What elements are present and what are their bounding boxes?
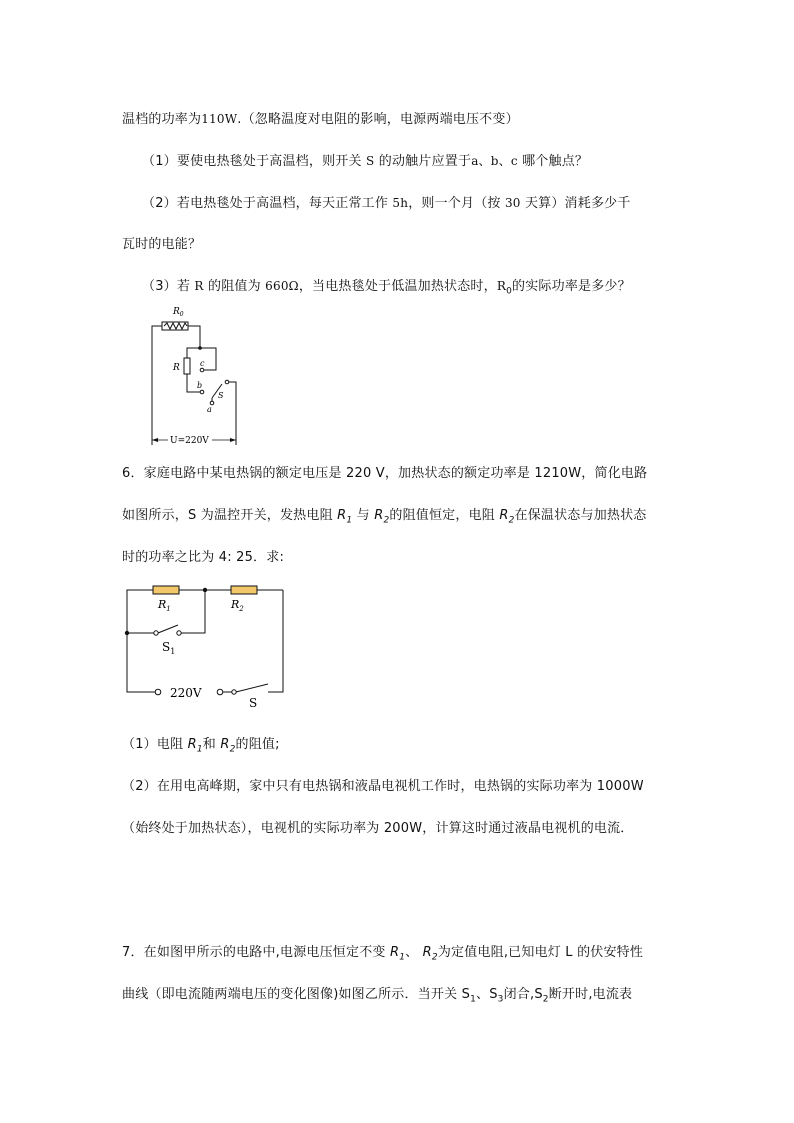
label-r1: $R_1$ xyxy=(158,598,171,613)
q6-line2: 如图所示，S 为温控开关，发热电阻 $R_1$ 与 $R_2$的阻值恒定，电阻 $R_2$在保温状态与加热状态 xyxy=(122,508,647,526)
label-voltage-u: U=220V xyxy=(170,436,209,446)
switch-s1-contact-left xyxy=(154,631,158,635)
resistor-r2 xyxy=(231,586,257,594)
label-r: R xyxy=(173,363,180,373)
q6-part1: （1）电阻 $R_1$和 $R_2$的阻值; xyxy=(122,737,280,755)
q6-part2-line2: （始终处于加热状态），电视机的实际功率为 200W，计算这时通过液晶电视机的电流． xyxy=(122,821,634,836)
q6-circuit-diagram xyxy=(118,580,293,710)
q7-line1: 7．在如图甲所示的电路中,电源电压恒定不变 $R_1$、 $R_2$为定值电阻,已知电灯 L 的伏安特性 xyxy=(122,945,644,963)
q5-part1: （1）要使电热毯处于高温档，则开关 S 的动触片应置于a、b、c 哪个触点？ xyxy=(142,154,589,169)
terminal-left xyxy=(155,689,161,695)
q6-line1: 6．家庭电路中某电热锅的额定电压是 220 V，加热状态的额定功率是 1210W，简化电路 xyxy=(122,466,648,481)
contact-c xyxy=(200,368,204,372)
label-c: c xyxy=(200,359,205,368)
label-r0: $R_0$ xyxy=(173,307,184,318)
q5-part3: （3）若 R 的阻值为 660Ω，当电热毯处于低温加热状态时，$R_0$的实际功率是多少？ xyxy=(142,279,631,297)
q6-line3: 时的功率之比为 4: 25．求: xyxy=(122,550,285,565)
switch-s1-contact-right xyxy=(177,631,181,635)
label-r2: $R_2$ xyxy=(231,598,244,613)
q5-part2-line2: 瓦时的电能？ xyxy=(122,237,202,252)
contact-b xyxy=(200,390,204,394)
label-s: S xyxy=(218,391,224,400)
switch-s-pivot xyxy=(225,380,229,384)
label-b: b xyxy=(197,381,203,390)
switch-s-contact xyxy=(232,690,236,694)
q5-part2-line1: （2）若电热毯处于高温档，每天正常工作 5h，则一个月（按 30 天算）消耗多少千 xyxy=(142,196,631,211)
q5-intro: 温档的功率为110W.（忽略温度对电阻的影响，电源两端电压不变） xyxy=(122,112,519,127)
q6-part2-line1: （2）在用电高峰期，家中只有电热锅和液晶电视机工作时，电热锅的实际功率为 1000W xyxy=(122,779,644,794)
q7-line2: 曲线（即电流随两端电压的变化图像)如图乙所示．当开关 $S_1$、$S_3$闭合$,S_2$断开时,电流表 xyxy=(122,987,633,1005)
q5-circuit-diagram xyxy=(140,300,250,450)
label-s: S xyxy=(249,696,258,710)
terminal-right xyxy=(217,689,223,695)
label-a: a xyxy=(207,405,212,414)
label-220v: 220V xyxy=(170,686,202,700)
resistor-r1 xyxy=(153,586,179,594)
label-s1: $S_1$ xyxy=(162,640,176,656)
resistor-r xyxy=(184,358,190,374)
